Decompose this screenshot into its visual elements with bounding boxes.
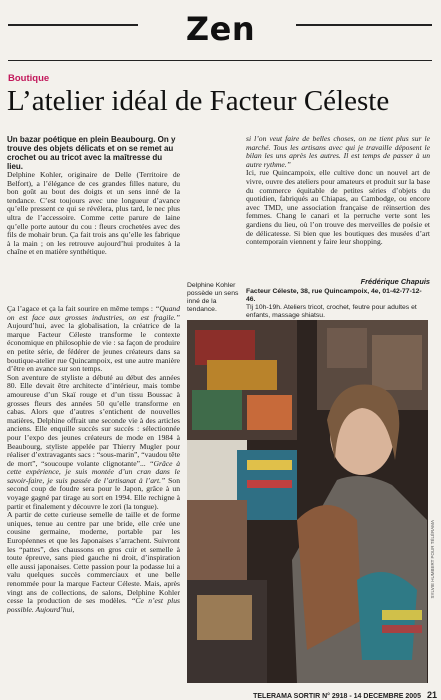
section-underline xyxy=(8,60,432,61)
headline: L’atelier idéal de Facteur Céleste xyxy=(7,85,390,117)
body-paragraph: Ça l’agace et ça la fait sourire en même temps : “Quand on est face aux grosses industries, on est fragile.” Aujourd’hui, avec la globalisation, la créatrice de la marque Facteur Céleste transforme le contexte économique en philosophie de vie : sa façon de produire en petite série, de fédérer de jeunes créateurs dans sa boutique-atelier rue Quincampoix, est une autre manière d’être en avance sur son temps. xyxy=(7,304,180,374)
photo-caption: Delphine Kohler possède un sens inné de la tendance. xyxy=(187,282,239,313)
article-column-right xyxy=(246,135,430,247)
body-paragraph: A partir de cette curieuse semelle de taille et de forme uniques, tenue au centre par une bride, elle crée une cousine germaine, moderne, portable par les Européennes et que les Japonaises s’arrachent. Suivront les “pattes”, des chaussons en gros cuir et semelle à toute épreuve, sans pied gauche ni droit, d’inspiration elle aussi japonaises. Cette passion pour la podasse lui a valu quelques succès commerciaux et une belle renommée pour la marque Facteur Céleste. Mais, après vingt ans de collections, de salons, Delphine Kohler cesse la production de ses modèles. “Ce n’est plus possible. Aujourd’hui, xyxy=(7,510,180,614)
body-paragraph: Son aventure de styliste a débuté au début des années 80. Elle devait être architecte d’intérieur, mais tombe amoureuse d’un Skaï rouge et d’un tissu Boussac à grosses fleurs des années 50 qu’elle transforme en cabas. Alors que d’autres s’entichent de nouvelles matières, Delphine offrait une seconde vie à des articles anciens. Elle enquille succès sur succès : sélectionnée pour l’expo des jeunes créateurs de mode en 1984 à Beaubourg, styliste appelée par Thierry Mugler pour réaliser d’extravagants sacs : “sous-marin”, “vaudou tête de mort”, “soucoupe volante clignotante”... “Grâce à cette expérience, je suis montée d’un cran dans le savoir-faire, je suis passée de l’artisanat à l’art.” Son second coup de foudre sera pour le Japon, grâce à un voyage gagné par tirage au sort en 1994. Elle rechigne à partir et finalement y découvre le zori (la tongue). xyxy=(7,372,180,511)
section-title: Zen xyxy=(185,10,256,48)
article-lead: Un bazar poétique en plein Beaubourg. On y trouve des objets délicats et on se remet au crochet ou au tricot avec la maîtresse du lieu. xyxy=(7,135,176,171)
kicker: Boutique xyxy=(8,73,50,84)
portrait-photo xyxy=(187,320,428,683)
article-column-left xyxy=(7,135,180,257)
body-quote: si l’on veut faire de belles choses, on ne tient plus sur le marché. Tous les artisans avec qui je travaille déposent le bilan les uns après les autres. Il est temps de passer à un autre rythme.” xyxy=(246,134,430,169)
page-number: 21 xyxy=(426,690,437,700)
body-paragraph: Ici, rue Quincampoix, elle cultive donc un nouvel art de vivre, ouvre des ateliers pour amateurs et produit sur la base du commerce équitable de petites séries d’objets du quotidien, fabriqués au Chiapas, au Cambodge, ou encore avec TMD, une association française de réinsertion des femmes. Chang le canari et la perruche verte sont les gardiens du lieu, où l’on trouve des merveilles de poésie et de délicatesse. Si bien que les boutiques des musées d’art contemporain viennent y faire leur shopping. xyxy=(246,168,430,247)
practical-info xyxy=(246,278,430,320)
article-column-left-lower xyxy=(7,305,180,614)
shop-address: Facteur Céleste, 38, rue Quincampoix, 4e, 01-42-77-12-46. xyxy=(246,288,422,303)
portrait-photo-illustration xyxy=(187,320,428,683)
page-footer: TELERAMA SORTIR N° 2918 - 14 DECEMBRE 2005 21 xyxy=(253,690,437,700)
body-paragraph: Delphine Kohler, originaire de Delle (Territoire de Belfort), a l’élégance de ces grandes filles nature, du bon goût au bout des doigts et un sens inné de la tendance. C’est toujours avec une longueur d’avance qu’elle pressent ce qui se révélera, plus tard, le nec plus ultra de l’accessoire. Comme cette parure de laine qu’elle porte autour du cou : fleurs crochetées avec des fils de mohair brun. Ça fait trois ans qu’elle les fabrique à la main ; on les retrouve aujourd’hui produites à la chaîne et en matière synthétique. xyxy=(7,170,180,257)
photo-credit: SYLVIE HUMBERT POUR TÉLÉRAMA xyxy=(430,520,435,599)
shop-hours: Tlj 10h-19h. Ateliers tricot, crochet, feutre pour adultes et enfants, massage shiatsu. xyxy=(246,304,417,319)
author-byline: Frédérique Chapuis xyxy=(360,277,430,286)
